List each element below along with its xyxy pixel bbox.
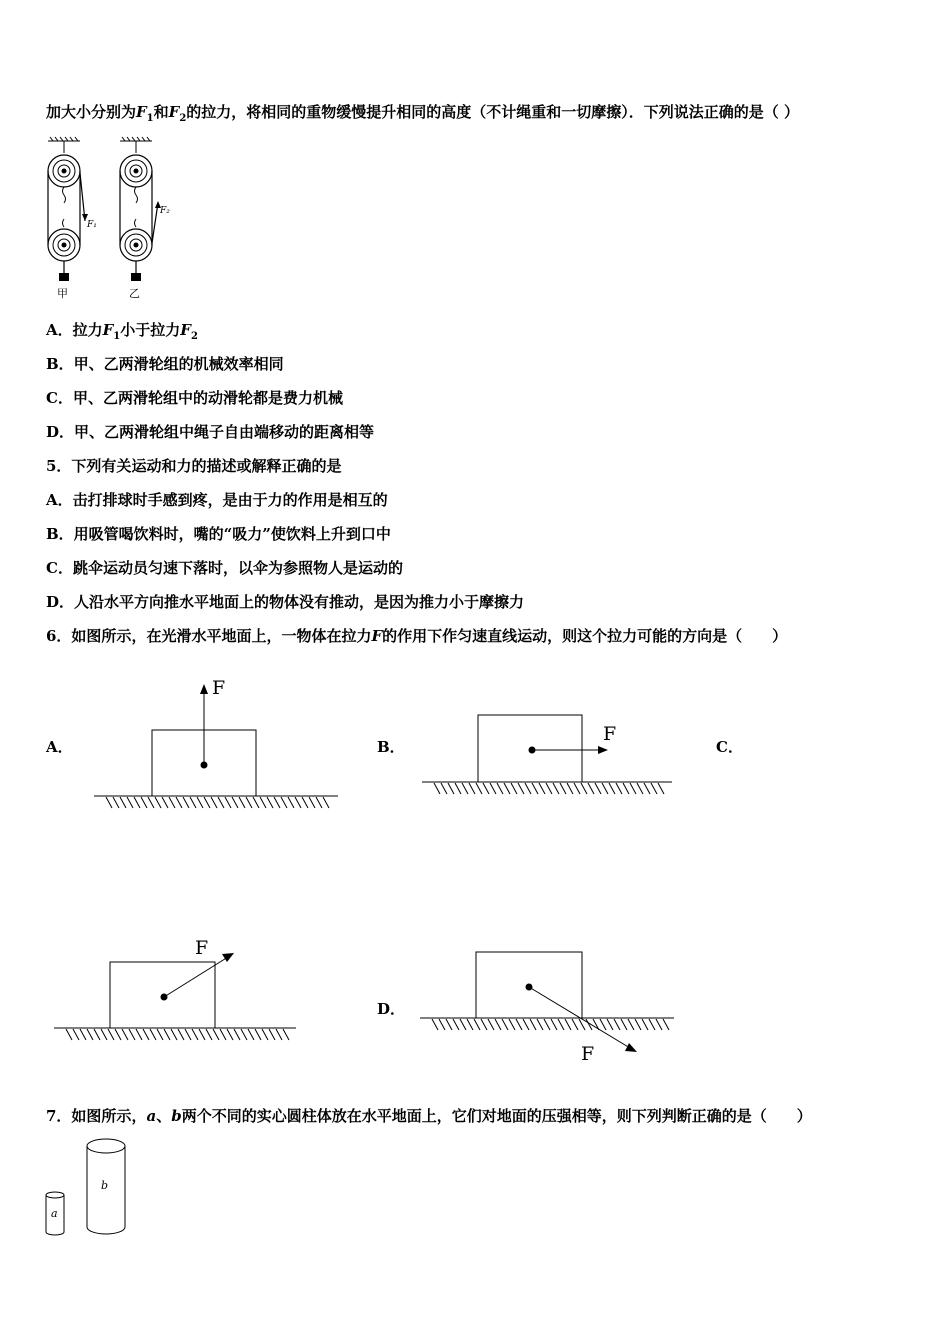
arrowhead-c [222,953,234,962]
ground-a [94,796,338,808]
f1-symbol: F [136,103,147,121]
q6-figure-d [418,950,678,1066]
movable-pulley-left [48,187,80,261]
cylinder-b-label: b [101,1179,109,1192]
weight-right [131,273,141,281]
q6-label-c[interactable]: C． [716,738,743,756]
q6-figure-b [420,710,676,802]
fixed-pulley-left [48,155,80,187]
q6-label-a[interactable]: A． [46,738,73,756]
q6-label-d[interactable]: D． [377,1000,406,1018]
q4-option-b[interactable]: B．甲、乙两滑轮组的机械效率相同 [46,355,284,373]
ground-b [422,782,672,794]
q6-stem: 6．如图所示，在光滑水平地面上，一物体在拉力F的作用下作匀速直线运动，则这个拉力可能的方向是（ ） [46,627,788,645]
svg-text:F₂: F₂ [160,206,170,216]
label-yi: 乙 [129,287,140,300]
q6-label-b[interactable]: B． [377,738,405,756]
q5-option-a[interactable]: A．击打排球时手感到疼，是由于力的作用是相互的 [46,491,388,509]
q4-option-a[interactable]: A．拉力$F_1$小于拉力$F_2$ [46,321,198,342]
arrowhead-a [200,684,208,694]
q4-option-d[interactable]: D．甲、乙两滑轮组中绳子自由端移动的距离相等 [46,423,375,441]
force-label-c: F [195,937,209,959]
weight-left [59,273,69,281]
f2-symbol: F [168,103,180,121]
q4-option-c[interactable]: C．甲、乙两滑轮组中的动滑轮都是费力机械 [46,389,343,407]
force-arrow-left [82,214,97,230]
force-label-a: F [212,677,226,699]
cylinder-a-label: a [51,1207,58,1220]
movable-pulley-right [120,219,152,261]
pulley-figure [40,135,180,303]
arrowhead-b [598,746,608,754]
q5-option-c[interactable]: C．跳伞运动员匀速下落时，以伞为参照物人是运动的 [46,559,403,577]
q5-option-d[interactable]: D．人沿水平方向推水平地面上的物体没有推动，是因为推力小于摩擦力 [46,593,525,611]
q5-stem: 5．下列有关运动和力的描述或解释正确的是 [46,457,342,475]
svg-text:F₁: F₁ [87,220,97,230]
q6-figure-a [92,672,342,814]
q4-stem: 加大小分别为$F_1$和$F_2$的拉力，将相同的重物缓慢提升相同的高度（不计绳重和一切摩擦）．下列说法正确的是（ ） [46,103,800,124]
q6-figure-c [52,932,300,1050]
fixed-pulley-right [120,155,152,203]
force-label-b: F [603,723,617,745]
q7-stem: 7．如图所示，a、b两个不同的实心圆柱体放在水平地面上，它们对地面的压强相等，则下列判断正确的是（ ） [46,1107,812,1125]
ground-d [420,1018,674,1030]
ceiling-left [48,137,80,153]
label-jia: 甲 [57,287,68,300]
force-line-c [164,957,228,997]
q5-option-b[interactable]: B．用吸管喝饮料时，嘴的“吸力”使饮料上升到口中 [46,525,391,543]
force-label-d: F [581,1043,595,1065]
ceiling-right [120,137,152,153]
q7-cylinders [40,1132,140,1242]
ground-c [54,1028,296,1040]
arrowhead-d [625,1043,637,1052]
